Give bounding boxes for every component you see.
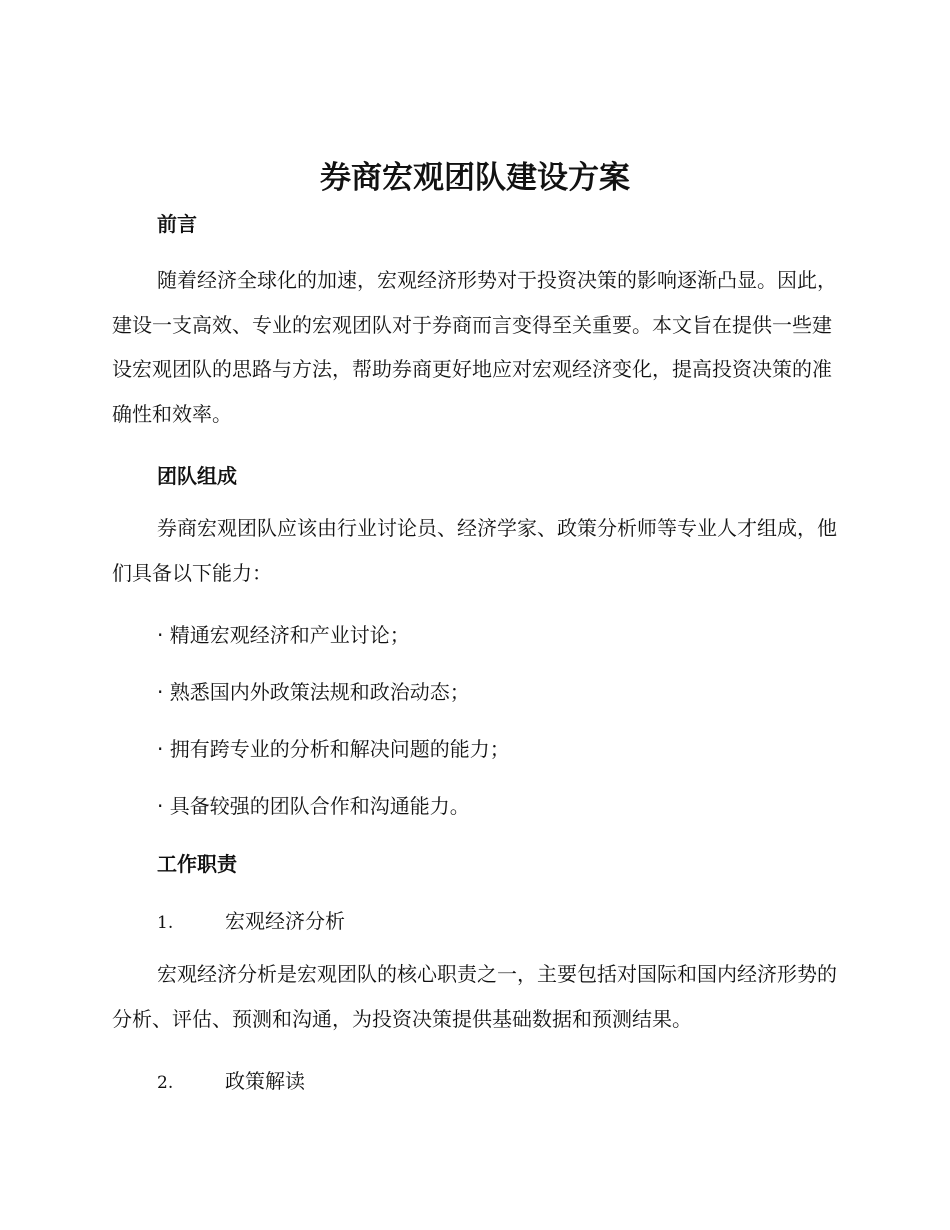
team-ability-item: · 具备较强的团队合作和沟通能力。 (157, 794, 470, 818)
duty-item-label: 宏观经济分析 (225, 909, 345, 933)
team-ability-item: · 拥有跨专业的分析和解决问题的能力； (157, 737, 510, 761)
duty-item-policy-interpretation (157, 1065, 305, 1094)
preface-paragraph: 随着经济全球化的加速，宏观经济形势对于投资决策的影响逐渐凸显。因此，建设一支高效、专业的宏观团队对于券商而言变得至关重要。本文旨在提供一些建设宏观团队的思路与方法，帮助券商更好地应对宏观经济变化，提高投资决策的准确性和效率。 (112, 268, 837, 426)
duty-item-macro-analysis (157, 905, 345, 934)
duty-item-label: 政策解读 (225, 1069, 305, 1093)
team-ability-item: · 熟悉国内外政策法规和政治动态； (157, 680, 470, 704)
duty-item-number: 1. (157, 913, 174, 933)
team-ability-item: · 精通宏观经济和产业讨论； (157, 623, 410, 647)
section-heading-preface: 前言 (157, 212, 197, 236)
team-paragraph: 券商宏观团队应该由行业讨论员、经济学家、政策分析师等专业人才组成，他们具备以下能力： (112, 516, 837, 585)
macro-analysis-paragraph: 宏观经济分析是宏观团队的核心职责之一，主要包括对国际和国内经济形势的分析、评估、预测和沟通，为投资决策提供基础数据和预测结果。 (112, 962, 837, 1031)
section-heading-team: 团队组成 (157, 464, 237, 488)
document-title: 券商宏观团队建设方案 (320, 160, 630, 196)
duty-item-number: 2. (157, 1073, 174, 1093)
section-heading-duties: 工作职责 (157, 852, 237, 876)
